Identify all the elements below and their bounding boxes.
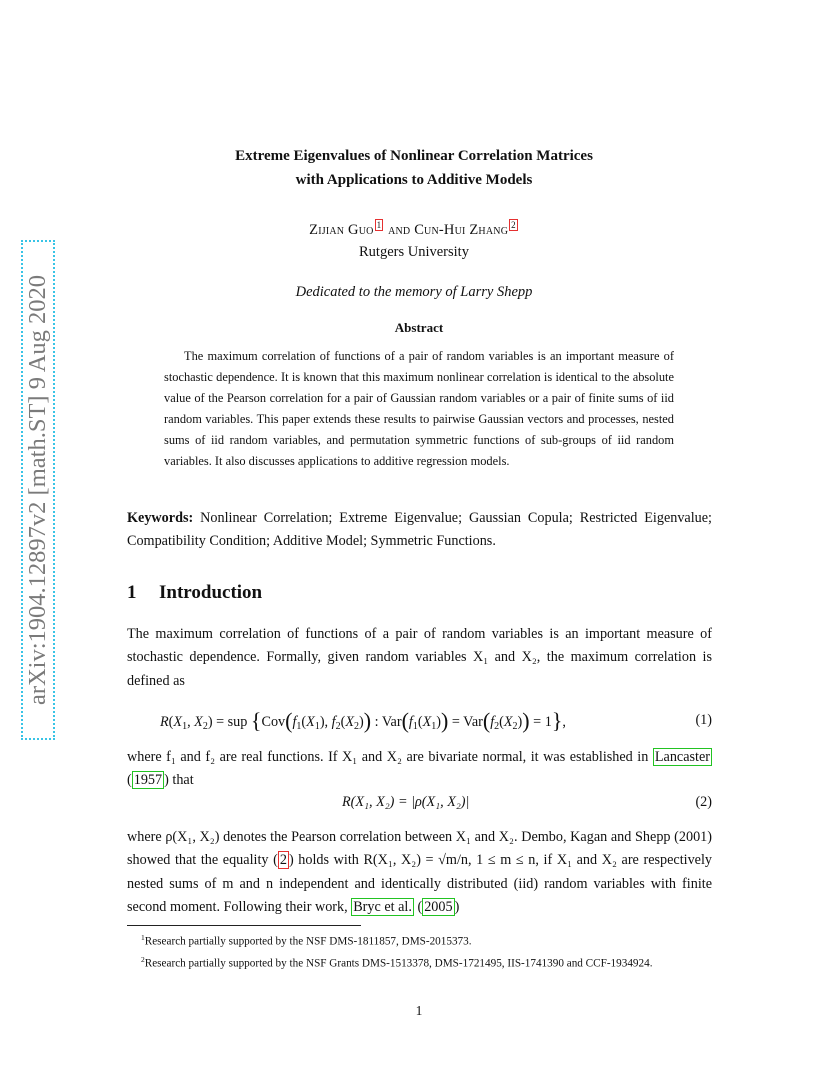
author-1-footnote-link[interactable]: 1 — [376, 220, 382, 230]
paragraph-text-middle: holds with R(X₁, X₂) = √m/n, 1 ≤ m ≤ n, if X₁ and X₂ are respectively nested sums of m and n independent and identically distributed (iid) random variables with finite second moment. Following their work, — [127, 852, 713, 915]
equation-1 — [127, 708, 712, 734]
intro-paragraph-1 — [127, 623, 712, 693]
abstract-paragraph: The maximum correlation of functions of a pair of random variables is an important measure of stochastic dependence. It is known that this maximum nonlinear correlation is identical to the absolute value of the Pearson correlation for a pair of Gaussian random variables or a pair of finite sums of iid random variables. This paper extends these results to pairwise Gaussian vectors and processes, nested sums of iid random variables, and permutation symmetric functions of sub-groups of iid random variables. It also discusses applications to additive regression models. — [164, 349, 674, 468]
intro-paragraph-3: where ρ(X₁, X₂) denotes the Pearson correlation between X₁ and X₂. Dembo, Kagan and Shepp (2001) showed that the equality ( 2 ) holds with R(X₁, X₂) = √m/n, 1 ≤ m ≤ n, if X₁ and X₂ are respectively nested sums of m and n independent and identically distributed (iid) random variables with finite second moment. Following their work, Bryc et al. ( 2005 ) — [127, 829, 713, 915]
footnote-1 — [127, 929, 712, 951]
equation-2-number: (2) — [695, 794, 712, 810]
author-2-name: Cun-Hui Zhang — [414, 222, 509, 238]
paragraph-text: where f₁ and f₂ are real functions. If X₁ and X₂ are bivariate normal, it was established in — [127, 749, 649, 765]
author-line — [0, 219, 828, 239]
intro-paragraph-2: where f₁ and f₂ are real functions. If X₁ and X₂ are bivariate normal, it was established in Lancaster ( 1957 ) that — [127, 749, 711, 789]
citation-link-lancaster[interactable]: Lancaster — [654, 749, 711, 765]
equation-1-formula: $R(X_1$, $X_2$) = sup {$Cov(f_1(X_1)$, $f_2(X_2)$) : $Var(f_1(X_1)) = Var(f_2(X_2)) = 1$}, — [160, 708, 566, 733]
footnote-1-mark: 1 — [141, 933, 145, 942]
paper-title-line-2: with Applications to Additive Models — [295, 172, 533, 188]
affiliation: Rutgers University — [359, 244, 469, 260]
equation-1-number: (1) — [695, 712, 712, 728]
arxiv-side-stamp[interactable]: arXiv:1904.12897v2 [math.ST] 9 Aug 2020 — [21, 240, 55, 740]
author-2-footnote-link[interactable]: 2 — [511, 220, 516, 230]
author-conjunction: and — [388, 222, 411, 238]
footnote-2-mark: 2 — [141, 954, 145, 964]
footnote-2-text: Research partially supported by the NSF Grants DMS-1513378, DMS-1721495, IIS-1741390 and CCF-1934924. — [144, 957, 653, 970]
equation-reference-link[interactable]: 2 — [279, 852, 287, 869]
page-number: 1 — [415, 1003, 423, 1018]
footnote-rule — [127, 925, 361, 926]
citation-year-link-bryc[interactable]: 2005 — [424, 898, 453, 915]
equation-2 — [127, 794, 712, 816]
section-heading — [127, 582, 262, 604]
footnote-2 — [127, 951, 712, 973]
section-title: Introduction — [159, 582, 263, 603]
citation-year-link-lancaster[interactable]: 1957 — [133, 772, 163, 789]
paragraph-text: The maximum correlation of functions of a pair of random variables is an important measure of stochastic dependence. Formally, given random variables X₁ and X₂, the maximum correlation is defined as — [127, 626, 712, 689]
paragraph-text: where ρ(X₁, X₂) denotes the Pearson correlation between X₁ and X₂. Dembo, Kagan and Shepp (2001) showed that the equality — [127, 829, 712, 869]
equation-2-formula: R(X₁, X₂) = |ρ(X₁, X₂)| — [342, 794, 470, 810]
paragraph-text-tail: that — [172, 772, 194, 789]
abstract-body — [164, 346, 674, 472]
abstract-heading: Abstract — [394, 320, 444, 335]
author-1-name: Zijian Guo — [309, 222, 374, 238]
footnotes — [127, 929, 712, 972]
citation-link-bryc[interactable]: Bryc et al. — [353, 898, 412, 915]
keywords-text: Nonlinear Correlation; Extreme Eigenvalue; Gaussian Copula; Restricted Eigenvalue; Compatibility Condition; Additive Model; Symmetric Functions. — [127, 510, 712, 550]
keywords-label: Keywords: — [127, 510, 194, 526]
footnote-1-text: Research partially supported by the NSF DMS-1811857, DMS-2015373. — [144, 935, 472, 948]
dedication: Dedicated to the memory of Larry Shepp — [295, 284, 533, 300]
keywords-block — [127, 507, 712, 554]
paper-title-line-1: Extreme Eigenvalues of Nonlinear Correlation Matrices — [235, 148, 593, 164]
section-number: 1 — [127, 582, 137, 603]
